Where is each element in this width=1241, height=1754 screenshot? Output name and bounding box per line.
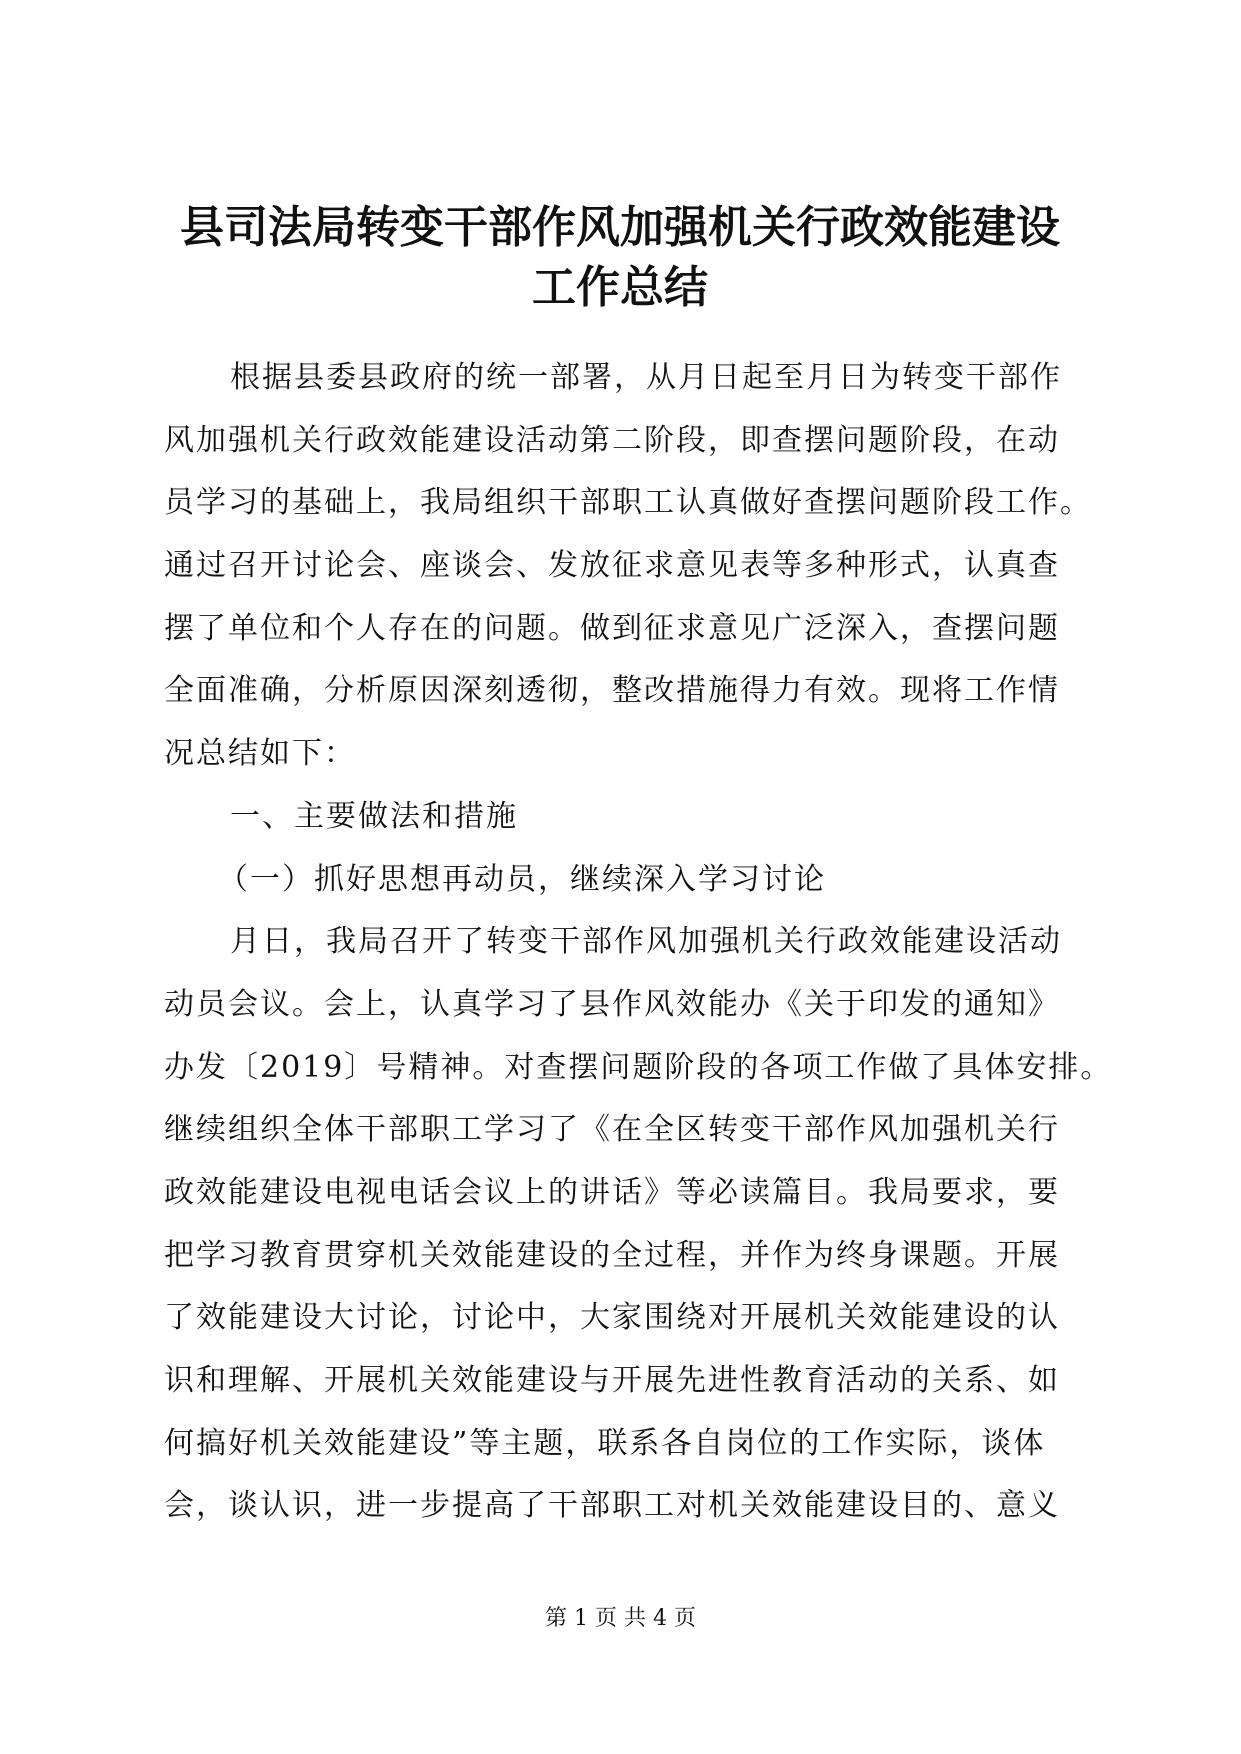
body-line: 识和理解、开展机关效能建设与开展先进性教育活动的关系、如 — [164, 1363, 1060, 1398]
body-line: 办发〔2019〕号精神。对查摆问题阶段的各项工作做了具体安排。 — [164, 1049, 1113, 1085]
title-line-1: 县司法局转变干部作风加强机关行政效能建设 — [180, 202, 1060, 253]
body-line: 动员会议。会上，认真学习了县作风效能办《关于印发的通知》 — [164, 986, 1060, 1022]
body-line: 把学习教育贯穿机关效能建设的全过程，并作为终身课题。开展 — [164, 1237, 1060, 1273]
section-heading: 一、主要做法和措施 — [230, 798, 518, 834]
body-line: 政效能建设电视电话会议上的讲话》等必读篇目。我局要求，要 — [164, 1174, 1060, 1210]
subsection-heading: （一）抓好思想再动员，继续深入学习讨论 — [218, 861, 826, 897]
body-line: 全面准确，分析原因深刻透彻，整改措施得力有效。现将工作情 — [164, 673, 1060, 709]
document-body — [164, 347, 1113, 1538]
body-line: 了效能建设大讨论，讨论中，大家围绕对开展机关效能建设的认 — [164, 1300, 1060, 1336]
body-line: 月日，我局召开了转变干部作风加强机关行政效能建设活动 — [230, 924, 1062, 960]
body-line: 会，谈认识，进一步提高了干部职工对机关效能建设目的、意义 — [164, 1488, 1060, 1524]
body-line: 根据县委县政府的统一部署，从月日起至月日为转变干部作 — [230, 360, 1062, 395]
body-line: 何搞好机关效能建设”等主题，联系各自岗位的工作实际，谈体 — [164, 1425, 1046, 1461]
document-title — [150, 198, 1090, 318]
body-line: 员学习的基础上，我局组织干部职工认真做好查摆问题阶段工作。 — [164, 485, 1092, 521]
body-line: 通过召开讨论会、座谈会、发放征求意见表等多种形式，认真查 — [164, 548, 1060, 584]
body-line: 摆了单位和个人存在的问题。做到征求意见广泛深入，查摆问题 — [164, 610, 1060, 646]
body-line: 风加强机关行政效能建设活动第二阶段，即查摆问题阶段，在动 — [164, 422, 1060, 458]
body-line: 继续组织全体干部职工学习了《在全区转变干部作风加强机关行 — [164, 1112, 1060, 1148]
page-footer: 第 1 页 共 4 页 — [545, 1606, 696, 1631]
body-line: 况总结如下： — [164, 736, 356, 772]
title-line-2: 工作总结 — [532, 262, 708, 313]
